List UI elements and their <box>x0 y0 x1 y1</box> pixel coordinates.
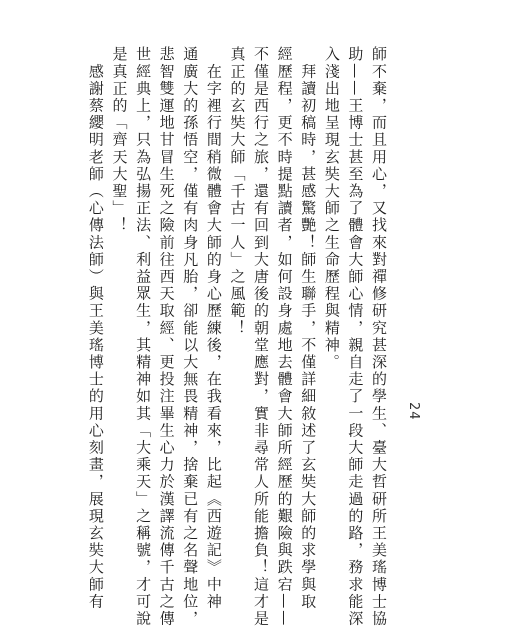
text-line: 感謝蔡纓明老師（心傳法師）與王美瑤博士的用心刻畫，展現玄奘大師有 <box>86 46 105 611</box>
text-line: 悲智雙運地甘冒生死之險前往西天取經、更投注畢生心力於漢譯流傳千古之傳 <box>157 46 176 627</box>
text-line: 經歷程，更不時提點讀者，如何設身處地去體會大師所經歷的艱險與跌宕—— <box>275 46 294 627</box>
text-line: 是真正的「齊天大聖」！ <box>110 46 129 235</box>
text-line: 入淺出地呈現玄奘大師之生命歷程與精神。 <box>322 46 341 371</box>
text-line: 拜讀初稿時，甚感驚艷！師生聯手，不僅詳細敘述了玄奘大師的求學與取 <box>299 46 318 611</box>
page-number: 24 <box>406 402 421 421</box>
text-line: 世經典上，只為弘揚正法、利益眾生，其精神如其「大乘天」之稱號，才可說 <box>134 46 153 627</box>
text-line: 真正的玄奘大師「千古一人」之風範！ <box>228 46 247 337</box>
body-text <box>83 46 390 627</box>
text-line: 通廣大的孫悟空，僅有肉身凡胎，卻能以大無畏精神，捨棄已有之名聲地位， <box>181 46 200 627</box>
text-line: 在字裡行間稍微體會大師的身心歷練後，在我看來，比起《西遊記》中神 <box>204 46 223 611</box>
text-line: 助——王博士甚至為了體會大師心情，親自走了一段大師走過的路，務求能深 <box>346 46 365 627</box>
text-line: 師不棄，而且用心，又找來對禪修研究甚深的學生、臺大哲研所王美瑤博士協 <box>370 46 388 627</box>
text-line: 不僅是西行之旅，還有回到大唐後的朝堂應對，實非尋常人所能擔負！這才是 <box>252 46 271 627</box>
